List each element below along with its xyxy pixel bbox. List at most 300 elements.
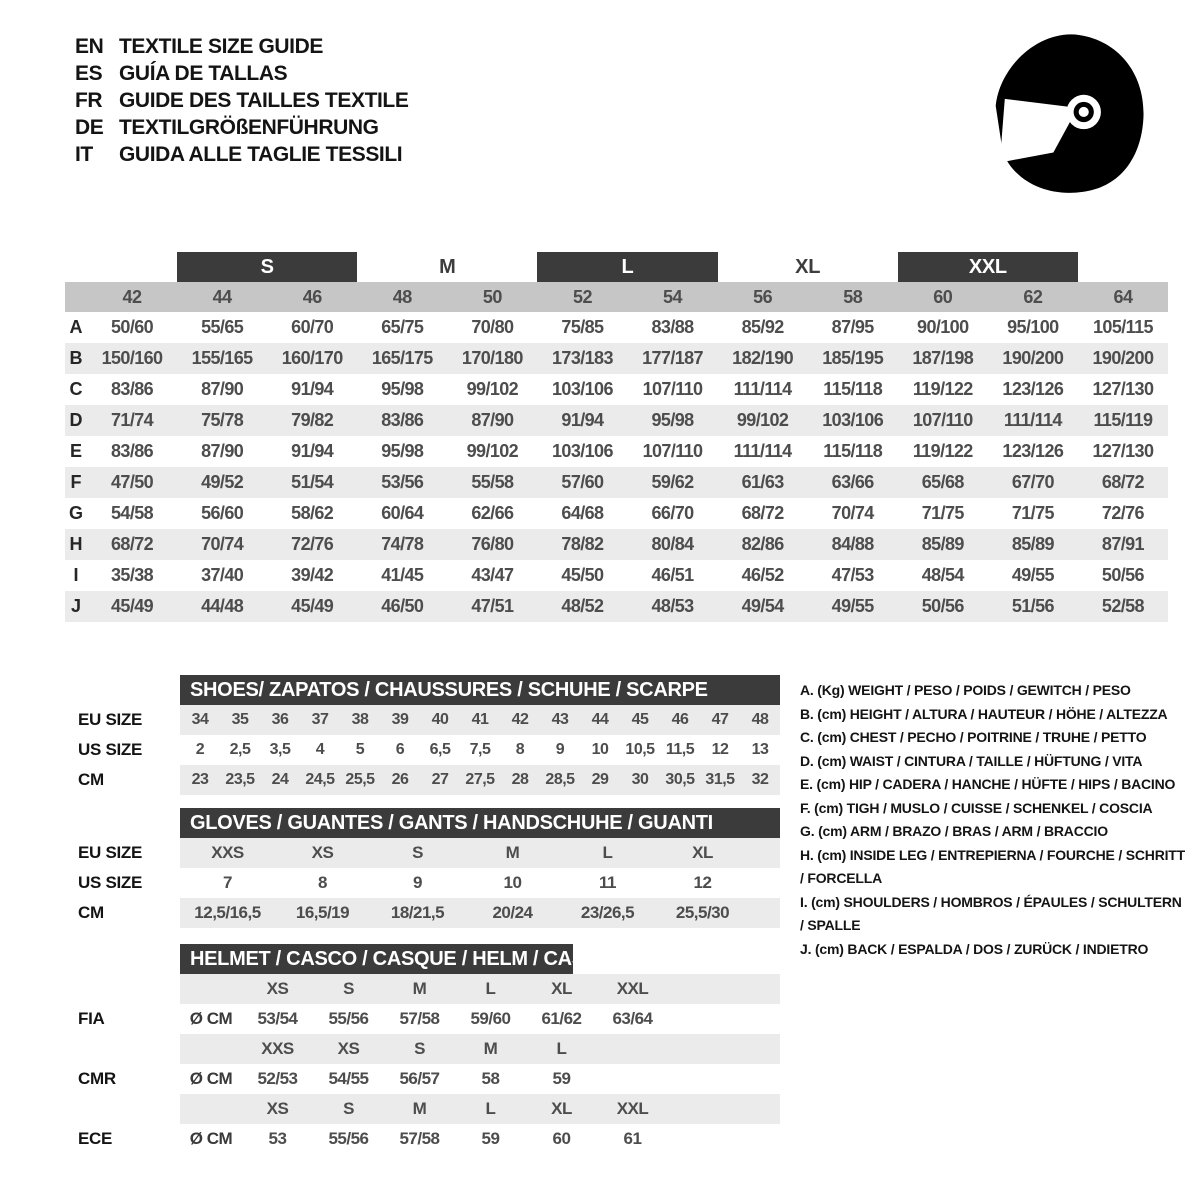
size-value: 111/114 [733,441,792,461]
helmet-value: 55/56 [328,1009,369,1028]
size-value: 107/110 [912,410,973,430]
helmet-values [180,1064,780,1094]
size-value: 111/114 [1003,410,1062,430]
size-value: 95/98 [651,410,694,430]
size-group-xl: XL [795,255,821,278]
size-value: 68/72 [1101,472,1144,492]
size-value: 48/54 [921,565,964,585]
size-value: 99/102 [736,410,789,430]
size-value: 91/94 [561,410,604,430]
empty-cell [180,974,242,1004]
value-cell: 26 [391,771,409,788]
size-value: 41/45 [381,565,424,585]
helmet-standard-label: ECE [78,1129,113,1148]
value-cell: 7 [223,873,232,892]
measurement-row-i [65,560,1168,591]
value-cell: 43 [551,711,569,728]
language-title: TEXTILE SIZE GUIDE [119,34,323,58]
helmet-standard-label: CMR [78,1069,116,1088]
size-value: 78/82 [561,534,604,554]
shoes-row-label: US SIZE [78,740,143,759]
size-value: 48/52 [561,596,604,616]
size-value: 68/72 [741,503,784,523]
numeric-size: 60 [933,286,953,307]
helmet-sizes-row-fia [0,974,1200,1004]
corner-cell [65,282,87,312]
size-value: 70/74 [201,534,244,554]
size-group-xxl: XXL [898,252,1078,282]
size-value: 74/78 [381,534,424,554]
value-cell: 42 [511,711,529,728]
shoes-row-label: CM [78,770,104,789]
size-value: 90/100 [917,317,969,337]
helmet-value: 61/62 [541,1009,582,1028]
size-value: 58/62 [291,503,334,523]
helmet-value: 63/64 [612,1009,653,1028]
legend-item: D. (cm) WAIST / CINTURA / TAILLE / HÜFTUNG / VITA [800,752,1143,769]
size-value: 127/130 [1092,379,1154,399]
helmet-size: S [343,979,354,998]
value-cell: L [602,843,613,862]
value-cell: S [412,843,423,862]
size-value: 76/80 [471,534,514,554]
helmet-value: 53 [268,1129,287,1148]
value-cell: 12,5/16,5 [194,903,261,922]
size-value: 115/118 [823,379,883,399]
size-value: 55/65 [201,317,244,337]
measurement-row-g [65,498,1168,529]
row-letter: D [69,410,83,430]
size-value: 87/90 [201,379,244,399]
size-value: 71/74 [111,410,154,430]
measurement-row-f [65,467,1168,498]
value-cell: 6,5 [429,741,451,758]
value-cell: 23,5 [225,771,255,788]
size-value: 53/56 [381,472,424,492]
helmet-value: 57/58 [399,1009,440,1028]
language-code: IT [75,142,93,166]
size-value: 173/183 [552,348,613,368]
gloves-row-label: CM [78,903,104,922]
value-cell: 6 [395,741,405,758]
numeric-size: 44 [212,286,232,307]
helmet-sizes-row-cmr [0,1034,1200,1064]
helmet-value: 55/56 [328,1129,369,1148]
size-value: 60/70 [291,317,334,337]
size-value: 65/75 [381,317,424,337]
value-cell: 9 [413,873,422,892]
value-cell: 7,5 [469,741,491,758]
value-cell: 8 [515,741,525,758]
value-cell: 13 [751,741,769,758]
value-cell: 46 [671,711,689,728]
size-value: 35/38 [111,565,154,585]
shoes-row-values [180,705,780,735]
value-cell: 10 [591,741,609,758]
value-cell: 20/24 [492,903,533,922]
value-cell: 30 [631,771,649,788]
helmet-size: XXS [261,1039,294,1058]
language-code: EN [75,34,104,58]
size-value: 45/49 [111,596,154,616]
value-cell: 41 [471,711,489,728]
size-value: 165/175 [371,348,433,368]
size-value: 83/86 [381,410,424,430]
size-group-l: L [537,252,717,282]
language-row [75,87,408,114]
gloves-section-title: GLOVES / GUANTES / GANTS / HANDSCHUHE / GUANTI [180,808,780,838]
size-value: 49/55 [1011,565,1054,585]
legend-item: I. (cm) SHOULDERS / HOMBROS / ÉPAULES / SCHULTERN / SPALLE [800,893,1182,933]
size-value: 83/86 [111,379,154,399]
helmet-size: M [412,1099,427,1118]
numeric-size: 64 [1113,286,1133,307]
value-cell: 9 [555,741,565,758]
size-value: 62/66 [471,503,514,523]
helmet-size: XL [551,1099,572,1118]
legend-item: E. (cm) HIP / CADERA / HANCHE / HÜFTE / HIPS / BACINO [800,776,1176,792]
size-value: 47/50 [111,472,154,492]
helmet-values [180,1124,780,1154]
size-value: 185/195 [822,348,884,368]
legend-item: B. (cm) HEIGHT / ALTURA / HAUTEUR / HÖHE / ALTEZZA [800,705,1168,722]
size-value: 66/70 [651,503,694,523]
measurement-row-j [65,591,1168,622]
helmet-size: XS [337,1039,360,1058]
language-title: TEXTILGRÖßENFÜHRUNG [119,115,379,139]
size-value: 182/190 [732,348,794,368]
size-value: 48/53 [651,596,694,616]
size-value: 39/42 [291,565,334,585]
size-value: 60/64 [381,503,424,523]
row-letter: F [70,472,82,492]
value-cell: 44 [591,711,609,728]
value-cell: 48 [751,711,769,728]
size-value: 119/122 [912,379,973,399]
size-value: 49/54 [741,596,784,616]
size-group-s: S [177,252,357,282]
helmet-size: L [485,1099,496,1118]
size-value: 150/160 [101,348,163,368]
legend-item: C. (cm) CHEST / PECHO / POITRINE / TRUHE / PETTO [800,729,1147,745]
size-value: 127/130 [1092,441,1154,461]
size-value: 50/56 [1101,565,1144,585]
size-value: 115/118 [823,441,883,461]
size-value: 105/115 [1093,317,1153,337]
helmet-value: 56/57 [399,1069,440,1088]
size-value: 85/89 [1011,534,1054,554]
row-letter: A [69,317,83,337]
size-value: 46/50 [381,596,424,616]
size-value: 123/126 [1002,379,1064,399]
empty-cell [180,1034,242,1064]
size-value: 56/60 [201,503,244,523]
size-value: 55/58 [471,472,514,492]
value-cell: 39 [391,711,409,728]
value-cell: 23 [191,771,209,788]
size-value: 170/180 [461,348,523,368]
value-cell: 27,5 [465,771,495,788]
helmet-size: M [483,1039,498,1058]
size-value: 111/114 [733,379,792,399]
value-cell: 30,5 [665,771,695,788]
value-cell: 28,5 [545,771,575,788]
size-value: 160/170 [281,348,343,368]
diameter-unit: Ø CM [189,1009,233,1028]
helmet-section [0,944,1200,1159]
row-letter: G [68,503,83,523]
size-value: 57/60 [561,472,604,492]
value-cell: 31,5 [705,771,735,788]
value-cell: 2,5 [229,741,251,758]
helmet-standard-label: FIA [78,1009,105,1028]
value-cell: 11 [599,873,616,892]
helmet-value: 57/58 [399,1129,440,1148]
size-value: 71/75 [921,503,964,523]
size-value: 123/126 [1002,441,1064,461]
size-value: 47/53 [831,565,874,585]
helmet-size: XL [551,979,572,998]
size-value: 190/200 [1002,348,1064,368]
language-title: GUIDA ALLE TAGLIE TESSILI [119,142,403,166]
value-cell: 10 [503,873,522,892]
size-value: 47/51 [471,596,514,616]
helmet-value: 53/54 [257,1009,298,1028]
numeric-size: 52 [572,286,592,307]
gloves-row-values [180,868,780,898]
helmet-value: 54/55 [328,1069,369,1088]
size-value: 45/49 [291,596,334,616]
value-cell: 45 [631,711,649,728]
racing-helmet-icon [975,28,1153,200]
language-code: DE [75,115,104,139]
value-cell: 35 [231,711,249,728]
value-cell: 40 [431,711,449,728]
numeric-size: 50 [482,286,502,307]
helmet-size: XS [266,979,289,998]
helmet-value: 52/53 [257,1069,298,1088]
language-row [75,33,408,60]
value-cell: 5 [355,741,365,758]
value-cell: 34 [191,711,209,728]
legend-item: J. (cm) BACK / ESPALDA / DOS / ZURÜCK / INDIETRO [800,940,1149,957]
shoes-section-title: SHOES/ ZAPATOS / CHAUSSURES / SCHUHE / SCARPE [180,675,780,705]
value-cell: 32 [751,771,769,788]
numeric-size: 48 [392,286,412,307]
legend-item: A. (Kg) WEIGHT / PESO / POIDS / GEWITCH / PESO [800,682,1131,698]
size-group-m: M [439,255,456,278]
language-code: ES [75,61,103,85]
language-row [75,60,408,87]
size-value: 95/98 [381,441,424,461]
size-value: 46/51 [651,565,694,585]
size-value: 63/66 [831,472,874,492]
value-cell: 24,5 [305,771,335,788]
size-value: 99/102 [466,441,519,461]
legend-item: H. (cm) INSIDE LEG / ENTREPIERNA / FOURCHE / SCHRITT / FORCELLA [800,846,1185,886]
size-value: 187/198 [912,348,974,368]
helmet-section-title: HELMET / CASCO / CASQUE / HELM / CASCO [180,944,573,974]
measurement-legend [800,679,1188,961]
size-value: 46/52 [741,565,784,585]
size-value: 91/94 [291,379,334,399]
measurement-rows [65,312,1168,622]
size-value: 87/95 [831,317,874,337]
size-value: 68/72 [111,534,154,554]
numeric-size: 62 [1023,286,1043,307]
helmet-value: 60 [552,1129,571,1148]
helmet-size: XXL [616,1099,649,1118]
size-value: 44/48 [201,596,244,616]
size-value: 72/76 [1101,503,1144,523]
diameter-unit: Ø CM [189,1129,233,1148]
size-value: 85/92 [741,317,784,337]
row-letter: I [73,565,79,585]
helmet-size: L [485,979,496,998]
value-cell: XS [311,843,334,862]
size-value: 79/82 [291,410,334,430]
size-value: 70/80 [471,317,514,337]
size-value: 107/110 [642,441,703,461]
size-value: 64/68 [561,503,604,523]
row-letter: B [69,348,83,368]
size-value: 95/98 [381,379,424,399]
size-value: 87/90 [201,441,244,461]
size-value: 119/122 [912,441,973,461]
measurement-row-d [65,405,1168,436]
value-cell: 2 [195,741,205,758]
size-value: 87/90 [471,410,514,430]
row-letter: C [69,379,83,399]
row-letter: J [70,596,81,616]
size-value: 50/60 [111,317,154,337]
value-cell: M [505,843,520,862]
size-value: 49/52 [201,472,244,492]
helmet-value: 59 [552,1069,571,1088]
size-value: 83/86 [111,441,154,461]
textile-size-table [65,252,1168,622]
size-value: 103/106 [552,441,613,461]
size-value: 83/88 [651,317,694,337]
size-value: 49/55 [831,596,874,616]
value-cell: 10,5 [625,741,655,758]
size-value: 87/91 [1101,534,1144,554]
language-code: FR [75,88,103,112]
size-value: 80/84 [651,534,694,554]
size-value: 50/56 [921,596,964,616]
size-value: 85/89 [921,534,964,554]
value-cell: 24 [271,771,289,788]
size-value: 75/85 [561,317,604,337]
size-value: 70/74 [831,503,874,523]
size-value: 45/50 [561,565,604,585]
helmet-values-row-fia [0,1004,1200,1034]
shoes-row-values [180,735,780,765]
size-value: 95/100 [1007,317,1059,337]
helmet-value: 61 [623,1129,642,1148]
gloves-row-values [180,898,780,928]
helmet-values [180,1004,780,1034]
size-value: 107/110 [642,379,703,399]
helmet-value: 59 [481,1129,500,1148]
empty-cell [180,1094,242,1124]
measurement-row-a [65,312,1168,343]
size-value: 82/86 [741,534,784,554]
value-cell: 16,5/19 [295,903,350,922]
helmet-value: 59/60 [470,1009,511,1028]
value-cell: XL [692,843,713,862]
helmet-values-row-cmr [0,1064,1200,1094]
gloves-row-label: US SIZE [78,873,143,892]
gloves-row-label: EU SIZE [78,843,143,862]
legend-item: G. (cm) ARM / BRAZO / BRAS / ARM / BRACCIO [800,823,1108,839]
shoes-row-label: EU SIZE [78,710,143,729]
size-value: 65/68 [921,472,964,492]
numeric-size: 54 [663,286,683,307]
value-cell: 36 [271,711,289,728]
size-value: 103/106 [822,410,884,430]
helmet-values-row-ece [0,1124,1200,1154]
row-letter: E [69,441,82,461]
value-cell: XXS [211,843,244,862]
size-value: 177/187 [642,348,703,368]
value-cell: 37 [311,711,329,728]
value-cell: 12 [711,741,729,758]
size-value: 115/119 [1093,410,1153,430]
size-value: 61/63 [741,472,784,492]
size-value: 51/54 [291,472,334,492]
size-value: 72/76 [291,534,334,554]
value-cell: 8 [318,873,327,892]
numeric-size: 42 [122,286,142,307]
helmet-sizes [180,1034,780,1064]
gloves-row-values [180,838,780,868]
size-value: 37/40 [201,565,244,585]
value-cell: 12 [693,873,712,892]
measurement-row-b [65,343,1168,374]
size-value: 84/88 [831,534,874,554]
measurement-row-e [65,436,1168,467]
value-cell: 3,5 [269,741,291,758]
row-letter: H [69,534,83,554]
size-value: 155/165 [191,348,253,368]
size-value: 52/58 [1101,596,1144,616]
numeric-size-row [65,282,1168,312]
size-value: 59/62 [651,472,694,492]
measurement-row-c [65,374,1168,405]
value-cell: 29 [591,771,609,788]
size-value: 99/102 [466,379,519,399]
size-value: 54/58 [111,503,154,523]
helmet-size: S [414,1039,425,1058]
size-value: 91/94 [291,441,334,461]
value-cell: 47 [711,711,729,728]
measurement-row-h [65,529,1168,560]
value-cell: 18/21,5 [390,903,445,922]
language-row [75,141,408,168]
shoes-row-values [180,765,780,795]
helmet-sizes-row-ece [0,1094,1200,1124]
value-cell: 23/26,5 [580,903,635,922]
size-value: 43/47 [471,565,514,585]
size-value: 75/78 [201,410,244,430]
size-group-header-row [65,252,1168,282]
language-title: GUÍA DE TALLAS [119,61,288,85]
value-cell: 4 [315,741,325,758]
value-cell: 38 [351,711,369,728]
helmet-size: M [412,979,427,998]
numeric-size: 46 [302,286,322,307]
